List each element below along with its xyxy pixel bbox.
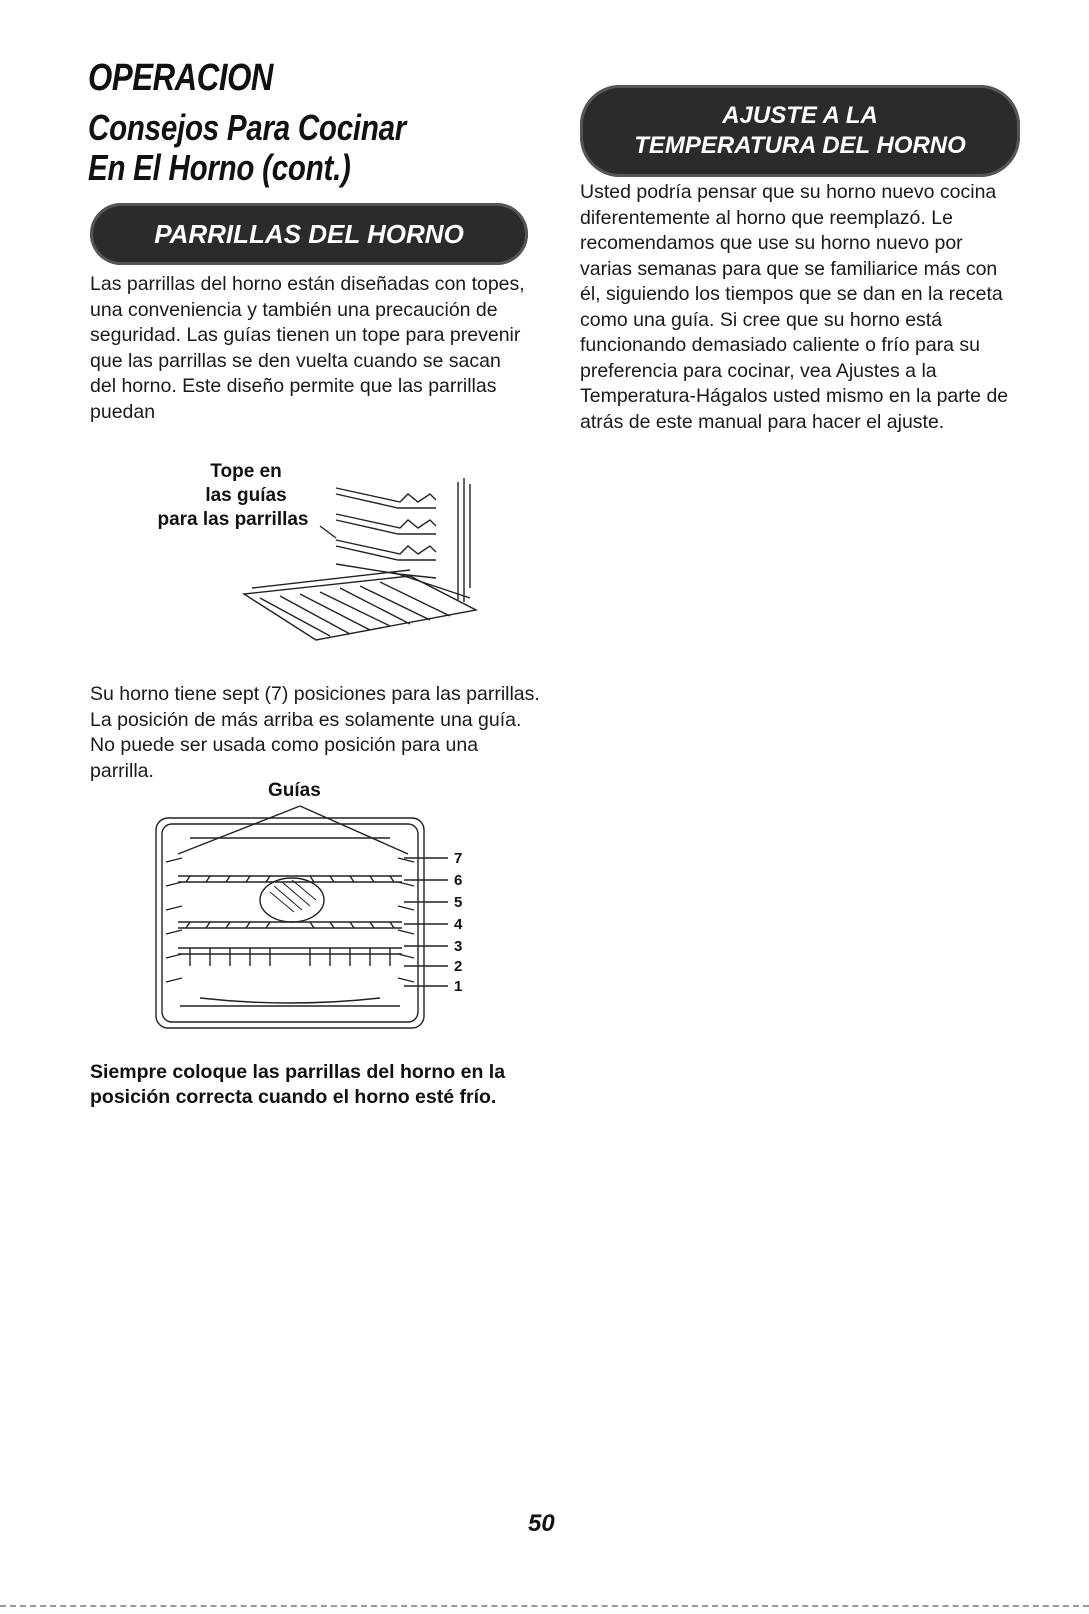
rack-stop-drawing xyxy=(140,468,500,668)
temperature-heading-line-1: AJUSTE A LA xyxy=(722,102,878,129)
safety-note: Siempre coloque las parrillas del horno en la posición correcta cuando el horno esté frío. xyxy=(90,1061,506,1108)
position-label-6: 6 xyxy=(454,872,463,889)
rack-stop-label-line-1: Tope en xyxy=(210,461,282,482)
rack-positions-illustration xyxy=(150,780,510,1040)
page-subtitle xyxy=(88,108,406,188)
rack-stop-illustration xyxy=(140,461,500,668)
section-heading-racks: PARRILLAS DEL HORNO xyxy=(90,203,528,265)
position-label-7: 7 xyxy=(454,850,463,867)
position-label-2: 2 xyxy=(454,958,463,975)
guides-label: Guías xyxy=(268,780,321,801)
position-label-3: 3 xyxy=(454,938,463,955)
temperature-heading-line-2: TEMPERATURA DEL HORNO xyxy=(634,132,966,159)
section-heading-temperature xyxy=(580,85,1020,177)
page-number: 50 xyxy=(528,1510,555,1537)
bottom-divider xyxy=(0,1605,1089,1607)
rack-stop-label-line-3: para las parrillas xyxy=(157,509,309,530)
subtitle-line-1: Consejos Para Cocinar xyxy=(88,107,407,148)
position-label-4: 4 xyxy=(454,916,463,933)
racks-paragraph-2: Su horno tiene sept (7) posiciones para las parrillas. La posición de más arriba es solamente una guía. No puede ser usada como posición para una parrilla. xyxy=(90,683,540,782)
position-label-5: 5 xyxy=(454,894,463,911)
rack-stop-label-line-2: las guías xyxy=(205,485,287,506)
temperature-paragraph: Usted podría pensar que su horno nuevo cocina diferentemente al horno que reemplazó. Le recomendamos que use su horno nuevo por varias semanas para que se familiarice más con él, siguiendo los tiempos que se dan en la receta como una guía. Si cree que su horno está funcionando demasiado caliente o frío para su preferencia para cocinar, vea Ajustes a la Temperatura-Hágalos usted mismo en la parte de atrás de este manual para hacer el ajuste. xyxy=(580,181,1009,433)
page-title: OPERACION xyxy=(88,57,274,99)
position-label-1: 1 xyxy=(454,978,463,995)
racks-paragraph-1: Las parrillas del horno están diseñadas con topes, una conveniencia y también una precaución de seguridad. Las guías tienen un tope para prevenir que las parrillas se den vuelta cuando se sacan del horno. Este diseño permite que las parrillas puedan xyxy=(90,273,525,423)
subtitle-line-2: En El Horno (cont.) xyxy=(88,147,351,188)
